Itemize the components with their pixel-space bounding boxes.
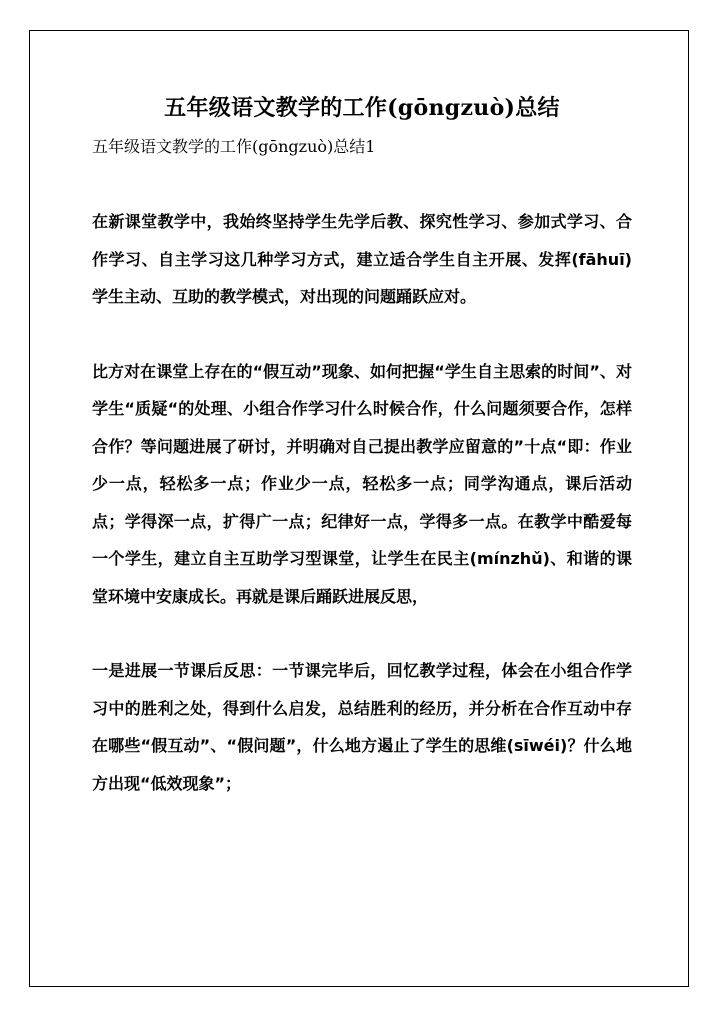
- paragraph-1: 在新课堂教学中，我始终坚持学生先学后教、探究性学习、参加式学习、合作学习、自主学习这几种学习方式，建立适合学生自主开展、发挥(fāhuī)学生主动、互助的教学模式，对出现的问题踊跃应对。: [92, 212, 632, 306]
- document-body: [92, 88, 632, 802]
- document-title: 五年级语文教学的工作(gōngzuò)总结: [164, 95, 560, 121]
- paragraph-2: 比方对在课堂上存在的“假互动”现象、如何把握“学生自主思索的时间”、对学生“质疑“的处理、小组合作学习什么时候合作，什么问题须要合作，怎样合作？等问题进展了研讨，并明确对自己提出教学应留意的”十点“即：作业少一点，轻松多一点；作业少一点，轻松多一点；同学沟通点，课后活动点；学得深一点，扩得广一点；纪律好一点，学得多一点。在教学中酷爱每一个学生，建立自主互助学习型课堂，让学生在民主(mínzhǔ)、和谐的课堂环境中安康成长。再就是课后踊跃进展反思，: [92, 361, 632, 606]
- paragraph-spacer: [92, 316, 632, 353]
- section-heading: 五年级语文教学的工作(gōngzuò)总结1: [92, 137, 376, 156]
- paragraph-spacer: [92, 166, 632, 203]
- paragraph-spacer: [92, 615, 632, 652]
- paragraph-3: 一是进展一节课后反思：一节课完毕后，回忆教学过程，体会在小组合作学习中的胜利之处，得到什么启发，总结胜利的经历，并分析在合作互动中存在哪些“假互动”、“假问题”，什么地方遏止了学生的思维(sīwéi)？什么地方出现“低效现象”；: [92, 661, 632, 793]
